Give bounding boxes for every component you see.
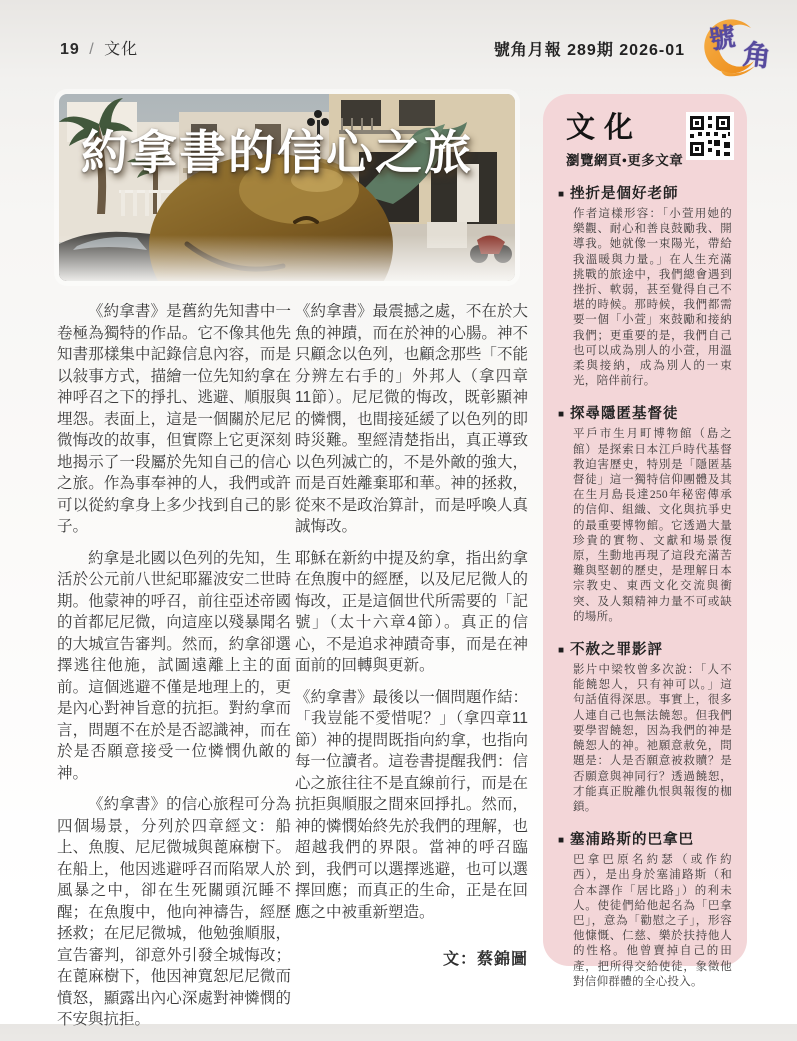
author-byline: 文：蔡錦圖 — [442, 951, 528, 968]
teaser-body: 作者這樣形容：「小萱用她的樂觀、耐心和善良鼓勵我、開導我。她就像一束陽光，帶給我溫暖與力量。」在人生充滿挑戰的旅途中，我們總會遇到挫折、軟弱，甚至覺得自己不堪的時候。那時候，我們都需要一個「小萱」來鼓勵和接納我們；更重要的是，我們自己也可以成為別人的小萱，用溫柔與接納，成為別人的一束光，陪伴前行。 — [573, 208, 732, 388]
paragraph: 《約拿書》最震撼之處，不在於大魚的神蹟，而在於神的心腸。神不只顧念以色列，也顧念那些「不能分辨左右手的」外邦人（拿四章11節）。尼尼微的悔改，既彰顯神的憐憫，也間接延緩了以色列的即時災難。聖經清楚指出，真正導致以色列滅亡的，不是外敵的強大，而是百姓離棄耶和華。神的拯救，從來不是政治算計，而是呼喚人真誠悔改。 — [295, 303, 528, 535]
section-label: 文化 — [104, 41, 139, 58]
teaser-body: 影片中梁牧曾多次說：「人不能饒恕人，只有神可以。」這句話值得深思。事實上，很多人連自己也無法饒恕。但我們要學習饒恕，因為我們的神是饒恕人的神。祂願意赦免，問題是：人是否願意被救贖？是否願意與神同行？透過饒恕，才能真正脫離仇恨與報復的枷鎖。 — [573, 664, 732, 813]
paragraph: 《約拿書》最後以一個問題作結：「我豈能不愛惜呢？」（拿四章11節）神的提問既指向約拿，也指向每一位讀者。這卷書提醒我們：信心之旅往往不是直線前行，而是在抗拒與順服之間來回掙扎。然而，神的憐憫始終先於我們的理解，也超越我們的界限。當神的呼召臨到，我們可以選擇逃避，也可以選擇回應；而真正的生命，正是在回應之中被重新塑造。 — [295, 688, 528, 921]
qr-pattern-icon — [688, 114, 732, 158]
square-bullet-icon: ■ — [558, 409, 565, 421]
article-photo — [59, 94, 515, 281]
crescent-horn-icon — [691, 14, 787, 84]
square-bullet-icon: ■ — [558, 645, 565, 657]
sidebar-header — [556, 112, 736, 169]
paragraph: 約拿是北國以色列的先知，生活於公元前八世紀耶羅波安二世時期。他蒙神的呼召，前往亞述帝國的首都尼尼微，向這座以殘暴聞名的大城宣告審判。然而，約拿卻選擇逃往他施，試圖遠離上主的面前。這個逃避不僅是地理上的，更是內心對神旨意的抗拒。對約拿而言，問題不在於是否認識神，而在於是否願意接受一位憐憫仇敵的神。 — [57, 549, 291, 782]
sidebar-subtitle: 瀏覽網頁•更多文章 — [566, 153, 684, 168]
article-column-2 — [295, 301, 528, 933]
teaser-title: 挫折是個好老師 — [570, 186, 679, 202]
paragraph: 耶穌在新約中提及約拿，指出約拿在魚腹中的經歷，以及尼尼微人的悔改，正是這個世代所需要的「記號」（太十六章4節）。真正的信心，不是追求神蹟奇事，而是在神面前的回轉與更新。 — [295, 549, 528, 674]
article-title: 約拿書的信心之旅 — [81, 126, 473, 179]
herald-monthly-logo — [691, 14, 787, 84]
paragraph: 《約拿書》是舊約先知書中一卷極為獨特的作品。它不像其他先知書那樣集中記錄信息內容，而是以敍事方式，描繪一位先知約拿在神呼召之下的掙扎、逃避、順服與埋怨。表面上，這是一個關於尼尼微悔改的故事，但實際上它更深刻地揭示了一段屬於先知自己的信心之旅。作為事奉神的人，我們或許可以從約拿身上多少找到自己的影子。 — [57, 303, 291, 535]
article-column-1 — [57, 301, 291, 1041]
teaser-body: 巴拿巴原名約瑟（或作約西），是出身於塞浦路斯（和合本譯作「居比路」）的利未人。使徒們給他起名為「巴拿巴」，意為「勸慰之子」，形容他慷慨、仁慈、樂於扶持他人的性格。他曾賣掉自己的田產，把所得交給使徒，象徵他對信仰群體的全心投入。 — [573, 854, 732, 988]
folio-separator: / — [89, 41, 95, 58]
teaser-title: 塞浦路斯的巴拿巴 — [570, 832, 695, 849]
logo-char-jiao: 角 — [741, 39, 773, 74]
teaser-title: 不赦之罪影評 — [570, 642, 664, 659]
paragraph: 《約拿書》的信心旅程可分為四個場景，分列於四章經文：船上、魚腹、尼尼微城與蓖麻樹下。在船上，他因逃避呼召而陷眾人於風暴之中，卻在生死關頭沉睡不醒；在魚腹中，他向神禱告，經歷拯救；在尼尼微城，他勉強順服，宣告審判，卻意外引發全城悔改；在蓖麻樹下，他因神寬恕尼尼微而憤怒，顯露出內心深處對神憐憫的不安與抗拒。 — [57, 796, 291, 1028]
folio — [60, 36, 138, 59]
logo-char-hao: 號 — [707, 22, 738, 55]
sidebar-article-teaser — [558, 402, 734, 625]
qr-code — [686, 112, 734, 160]
culture-sidebar — [543, 94, 747, 988]
sidebar-article-teaser — [558, 638, 734, 815]
square-bullet-icon: ■ — [558, 189, 565, 200]
page-number: 19 — [60, 41, 80, 58]
masthead: 號角月報 289期 2026-01 — [493, 42, 685, 59]
teaser-title: 探尋隱匿基督徒 — [570, 406, 679, 423]
photo-bottom-fade — [59, 235, 515, 281]
sidebar-article-teaser — [558, 828, 734, 990]
sidebar-article-teaser — [558, 182, 734, 389]
square-bullet-icon: ■ — [558, 835, 565, 847]
teaser-body: 平戶市生月町博物館（島之館）是探索日本江戶時代基督教迫害歷史，特別是「隱匿基督徒」這一獨特信仰團體及其在生月島長達250年秘密傳承的信仰、組織、文化與抗爭史的最重要博物館。它透過大量珍貴的實物、文獻和場景復原，生動地再現了這段充滿苦難與堅韌的歷史，是理解日本宗教史、東西文化交流與衝突、及人類精神力量不可或缺的場所。 — [573, 428, 732, 623]
sidebar-title: 文化 — [566, 112, 643, 144]
